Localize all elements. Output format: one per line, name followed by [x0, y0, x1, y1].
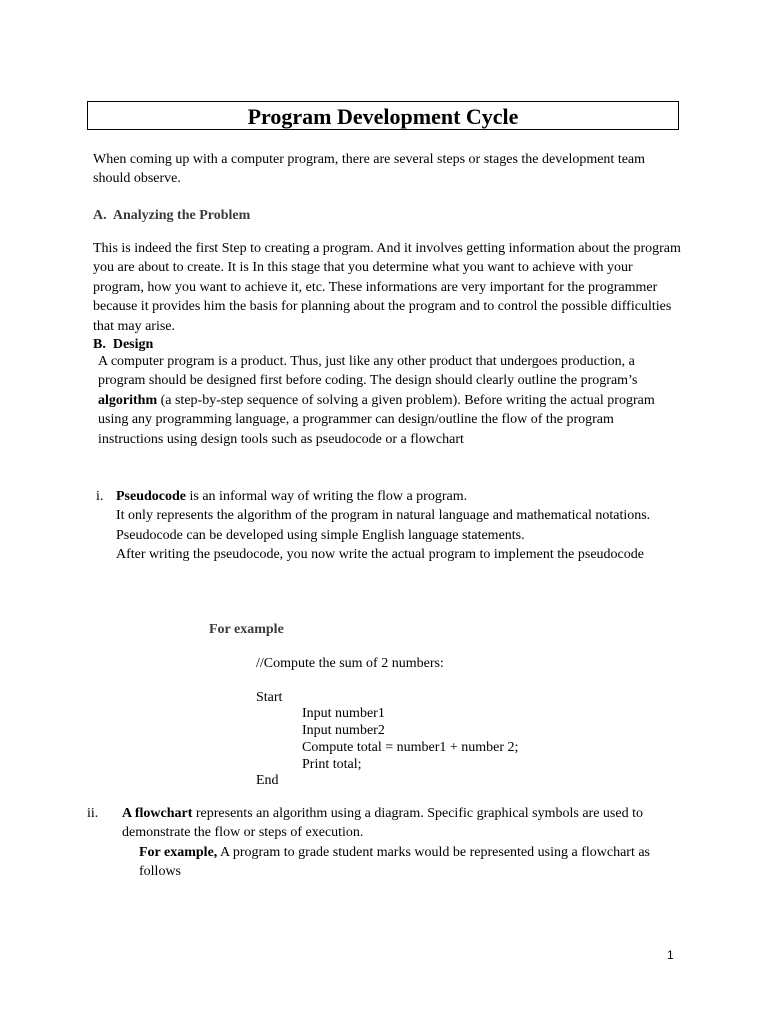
page-title: Program Development Cycle — [247, 104, 519, 129]
code-line-1: Input number1 — [302, 706, 385, 721]
code-line-4: Print total; — [302, 757, 362, 772]
intro-paragraph: When coming up with a computer program, there are several steps or stages the development team should observe. — [93, 152, 646, 187]
section-a-marker: A. — [93, 208, 107, 223]
item-i-text-1: is an informal way of writing the flow a program. — [189, 489, 468, 504]
title-box — [87, 101, 679, 130]
code-comment: //Compute the sum of 2 numbers: — [256, 656, 444, 671]
section-b-body — [98, 352, 680, 449]
section-a-body: This is indeed the first Step to creating a program. And it involves getting information about the program you are about to create. It is In this stage that you determine what you want to achieve with your program, how you want to achieve it, etc. These informations are very important for the programmer because it provides him the basis for planning about the program and to control the possible difficulties that may arise. — [93, 241, 681, 334]
item-i-line-1 — [116, 487, 676, 506]
item-ii-example-bold: For example, — [139, 845, 218, 860]
item-i-marker: i. — [96, 489, 104, 504]
item-ii-marker: ii. — [87, 806, 99, 821]
section-b-title: Design — [112, 337, 154, 352]
item-i-term: Pseudocode — [116, 489, 186, 504]
section-b-body-part-2: (a step-by-step sequence of solving a given problem). Before writing the actual program using any programming language, a programmer can design/outline the flow of the program instructions using design tools such as pseudocode or a flowchart — [98, 392, 655, 447]
item-ii-body — [122, 804, 672, 843]
item-ii-term: A flowchart — [122, 806, 193, 821]
section-b-marker: B. — [93, 337, 106, 352]
section-b-body-part-1: A computer program is a product. Thus, just like any other product that undergoes production, a program should be designed first before coding. The design should clearly outline the program’s — [98, 354, 638, 389]
section-a-heading — [93, 206, 250, 225]
page-number: 1 — [667, 948, 674, 962]
section-b-body-bold: algorithm — [98, 392, 158, 408]
item-i-body — [116, 487, 676, 565]
item-i-text-2: It only represents the algorithm of the program in natural language and mathematical notations. — [116, 508, 651, 524]
code-line-2: Input number2 — [302, 723, 385, 738]
item-ii-example-text: A program to grade student marks would be represented using a flowchart as follows — [139, 845, 651, 880]
item-ii-example — [139, 843, 659, 882]
code-start: Start — [256, 690, 283, 705]
item-i-text-4: After writing the pseudocode, you now write the actual program to implement the pseudocode — [116, 547, 644, 563]
example-heading: For example — [209, 622, 284, 637]
code-line-3: Compute total = number1 + number 2; — [302, 740, 519, 755]
section-a-title: Analyzing the Problem — [112, 208, 251, 223]
code-end: End — [256, 773, 279, 788]
item-i-text-3: Pseudocode can be developed using simple English language statements. — [116, 527, 525, 543]
item-ii-text: represents an algorithm using a diagram. Specific graphical symbols are used to demonstrate the flow or steps of execution. — [122, 806, 643, 841]
